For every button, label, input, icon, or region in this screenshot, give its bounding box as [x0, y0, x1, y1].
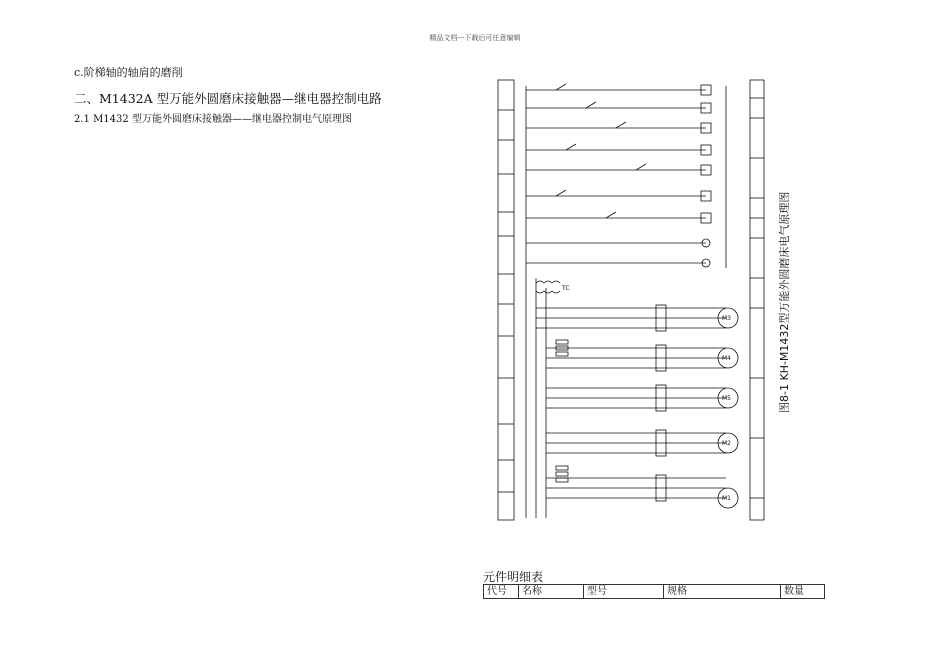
electrical-schematic-diagram — [496, 78, 808, 530]
col-name: 名称 — [519, 585, 584, 599]
col-code: 代号 — [484, 585, 519, 599]
col-model: 型号 — [584, 585, 664, 599]
col-qty: 数量 — [781, 585, 825, 599]
tc-label: TC — [562, 285, 570, 292]
section-item-c: c.阶梯轴的轴肩的磨削 — [74, 66, 183, 79]
table-header-row — [484, 585, 825, 599]
parts-table — [483, 584, 825, 599]
motor-label-m4: M4 — [722, 355, 731, 362]
header-note: 精品文档---下载后可任意编辑 — [429, 34, 521, 42]
parts-table-title: 元件明细表 — [483, 570, 544, 584]
sub-heading: 2.1 M1432 型万能外圆磨床接触器——继电器控制电气原理图 — [74, 114, 352, 125]
figure-caption: 图8-1 KH-M1432型万能外圆磨床电气原理图 — [778, 191, 791, 413]
motor-label-m1: M1 — [722, 495, 731, 502]
motor-label-m3: M3 — [722, 315, 731, 322]
section-heading: 二、M1432A 型万能外圆磨床接触器—继电器控制电路 — [74, 91, 382, 106]
col-spec: 规格 — [664, 585, 781, 599]
motor-label-m2: M2 — [722, 440, 731, 447]
motor-label-m5: M5 — [722, 395, 731, 402]
